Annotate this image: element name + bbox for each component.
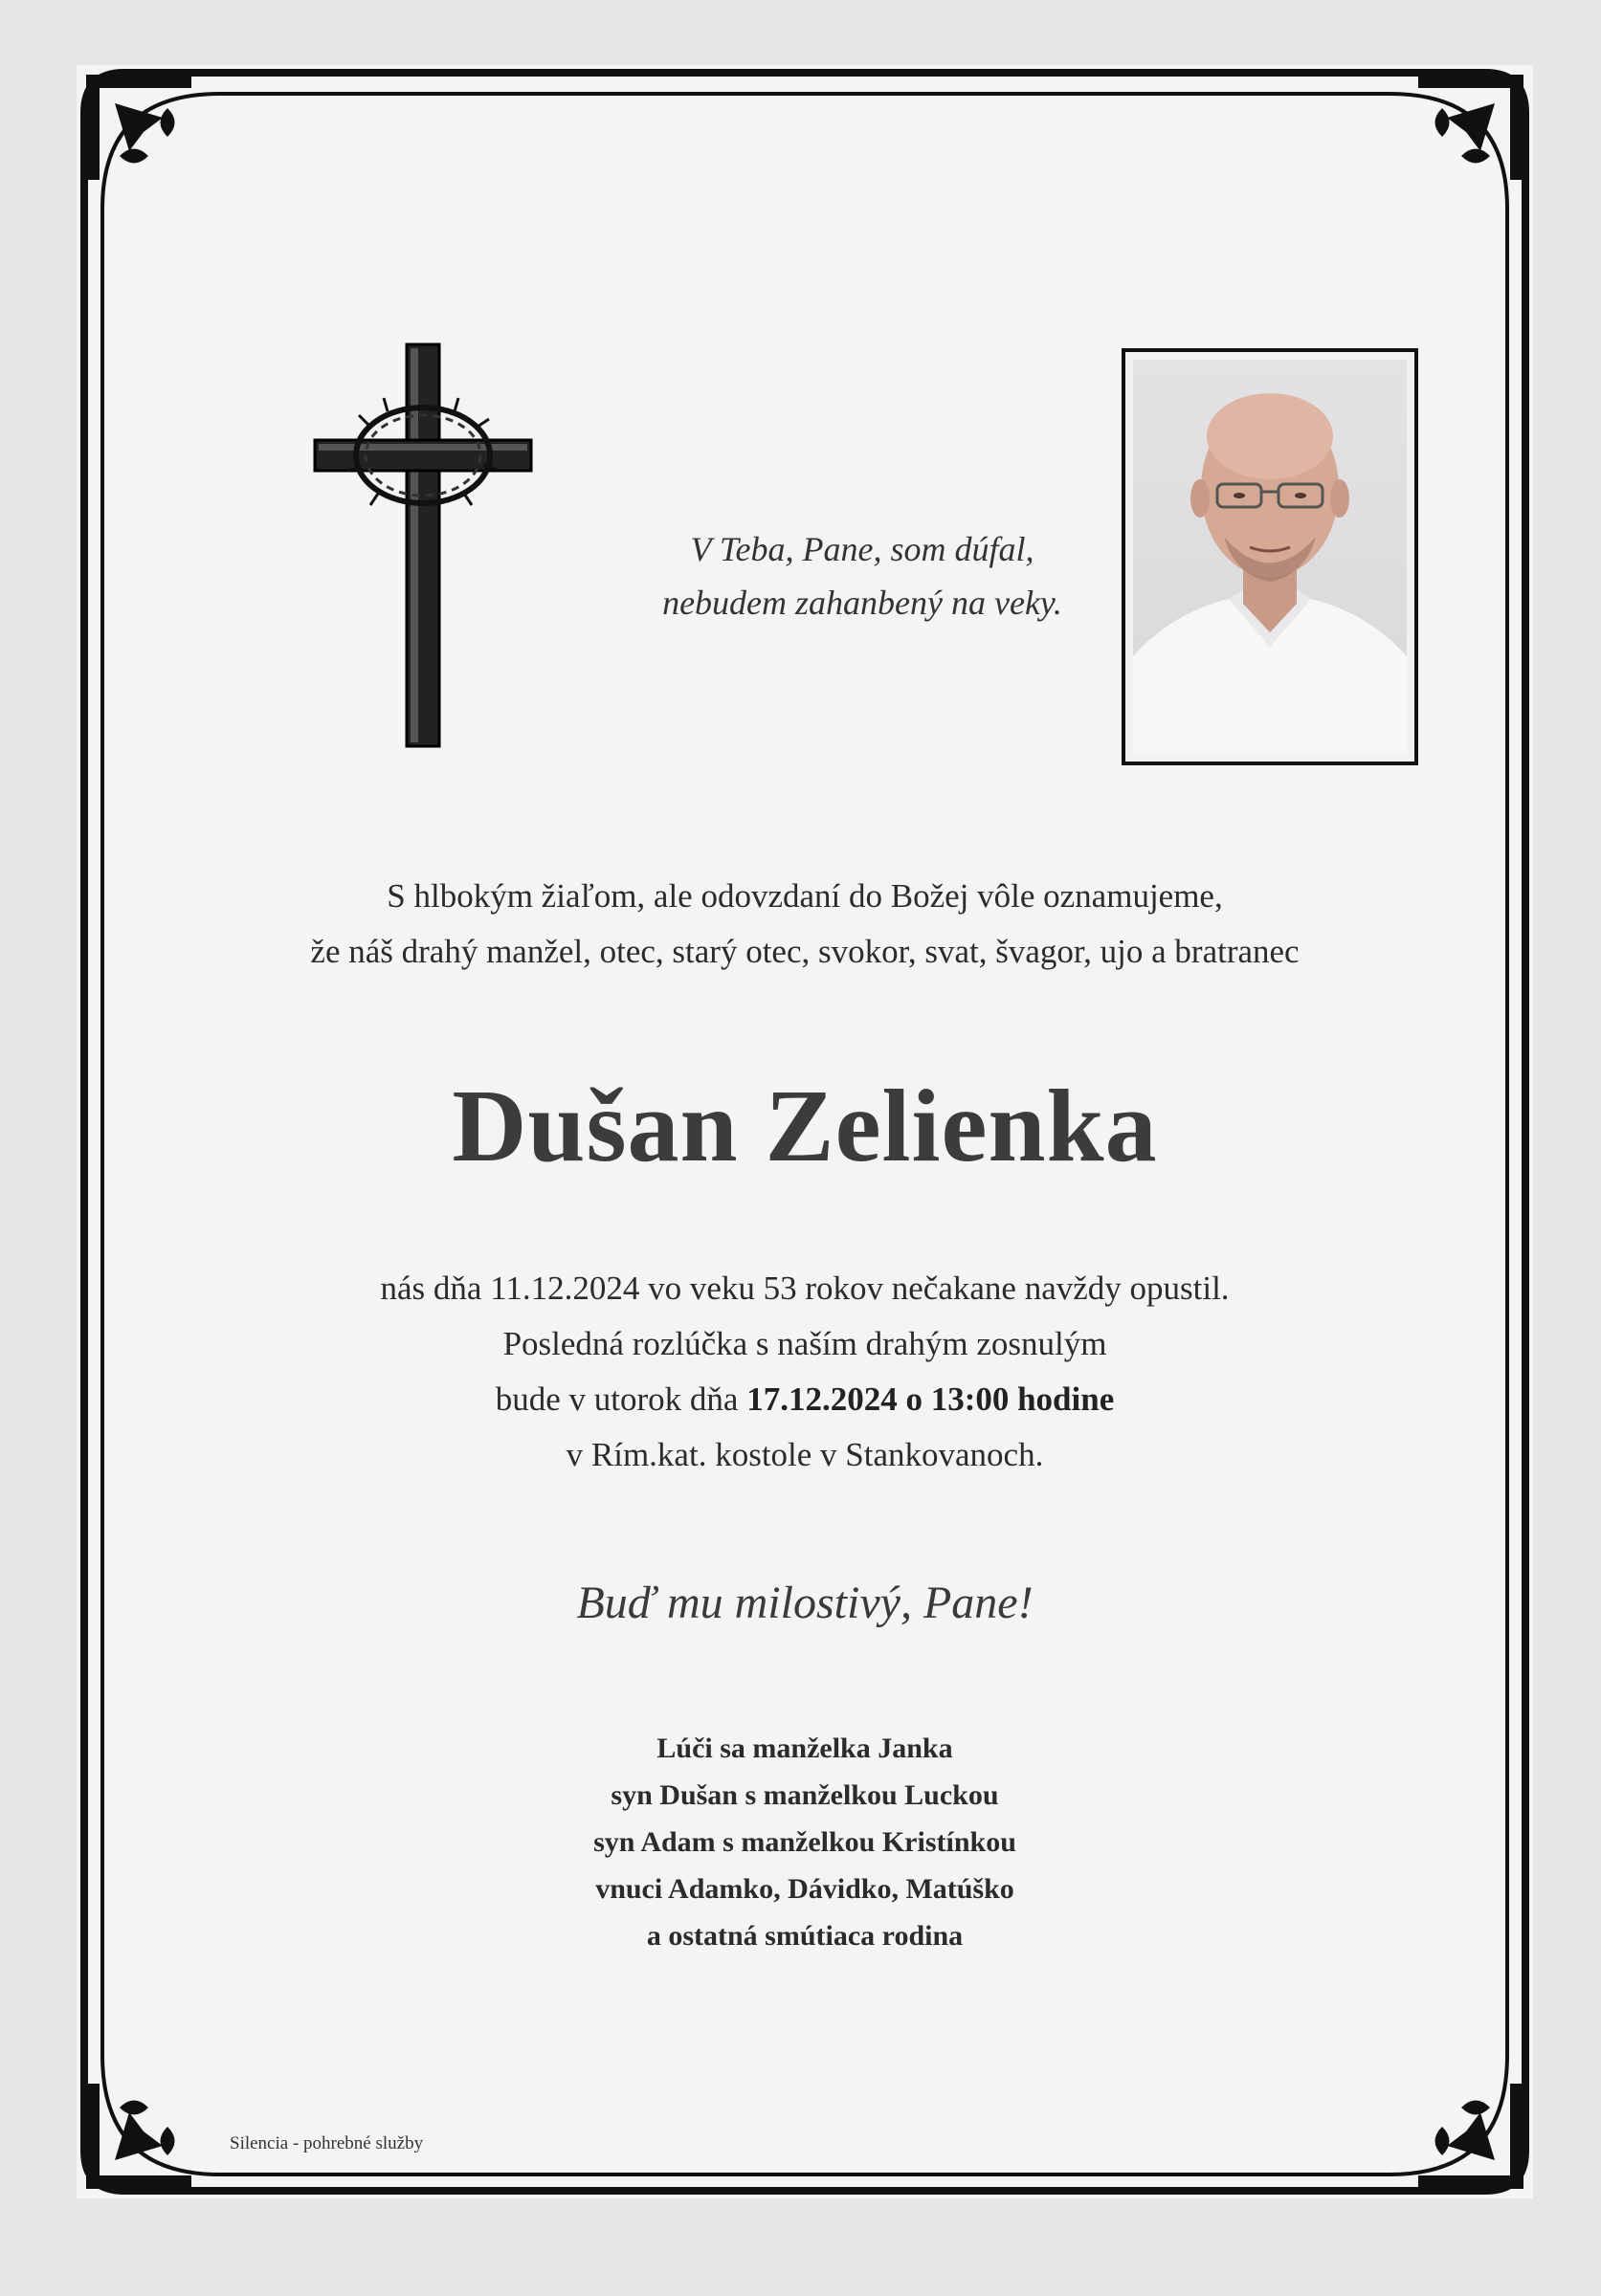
mourner-line: a ostatná smútiaca rodina	[646, 1920, 964, 1952]
portrait-photo-frame	[1122, 348, 1418, 765]
details-line-3	[77, 1372, 1533, 1427]
details-line-2: Posledná rozlúčka s naším drahým zosnulým	[502, 1325, 1107, 1362]
mourner-line: syn Adam s manželkou Kristínkou	[593, 1826, 1016, 1858]
details-line-1: nás dňa 11.12.2024 vo veku 53 rokov nečakane navždy opustil.	[380, 1269, 1230, 1307]
corner-ornament-top-left-icon	[86, 75, 191, 180]
details-line-3-prefix: bude v utorok dňa	[495, 1380, 747, 1418]
closing-prayer: Buď mu milostivý, Pane!	[576, 1578, 1034, 1628]
mourner-line: Lúči sa manželka Janka	[656, 1733, 953, 1764]
corner-ornament-bottom-right-icon	[1418, 2084, 1523, 2189]
verse-line-2: nebudem zahanbený na veky.	[662, 584, 1062, 622]
mourner-line: vnuci Adamko, Dávidko, Matúško	[595, 1873, 1014, 1905]
funeral-details	[77, 1261, 1533, 1483]
mourners-list	[77, 1725, 1533, 1959]
funeral-service-credit: Silencia - pohrebné služby	[230, 2133, 424, 2153]
deceased-name: Dušan Zelienka	[452, 1070, 1158, 1183]
corner-ornament-top-right-icon	[1418, 75, 1523, 180]
funeral-date-time: 17.12.2024 o 13:00 hodine	[746, 1380, 1115, 1418]
mourner-line: syn Dušan s manželkou Luckou	[611, 1779, 999, 1811]
corner-ornament-bottom-left-icon	[86, 2084, 191, 2189]
intro-line-1: S hlbokým žiaľom, ale odovzdaní do Božej vôle oznamujeme,	[387, 877, 1223, 915]
details-line-4: v Rím.kat. kostole v Stankovanoch.	[566, 1436, 1044, 1473]
portrait-photo	[1133, 360, 1407, 754]
announcement-intro	[77, 869, 1533, 980]
intro-line-2: že náš drahý manžel, otec, starý otec, svokor, svat, švagor, ujo a bratranec	[310, 933, 1300, 970]
parte-sheet	[77, 65, 1533, 2198]
verse-line-1: V Teba, Pane, som dúfal,	[690, 530, 1034, 568]
